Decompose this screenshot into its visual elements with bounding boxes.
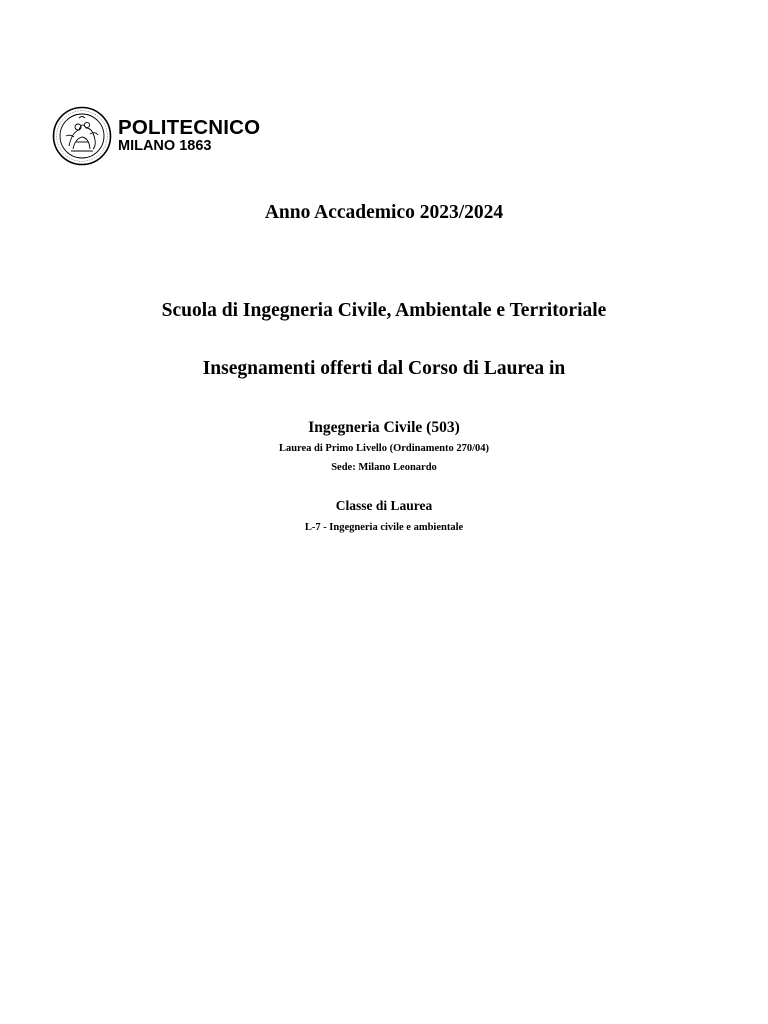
degree-level: Laurea di Primo Livello (Ordinamento 270/04) [278,443,490,454]
logo-name: POLITECNICO [118,116,261,139]
campus-site: Sede: Milano Leonardo [331,462,437,473]
offered-heading: Insegnamenti offerti dal Corso di Laurea in [202,358,566,379]
degree-class-heading: Classe di Laurea [335,498,433,513]
degree-class-value: L-7 - Ingegneria civile e ambientale [304,522,464,533]
academic-year: Anno Accademico 2023/2024 [264,202,504,223]
university-seal-icon [52,106,112,166]
university-logo [52,106,262,166]
logo-subtitle: MILANO 1863 [118,138,212,154]
school-name: Scuola di Ingegneria Civile, Ambientale e Territoriale [161,300,607,321]
course-name: Ingegneria Civile (503) [308,419,460,436]
